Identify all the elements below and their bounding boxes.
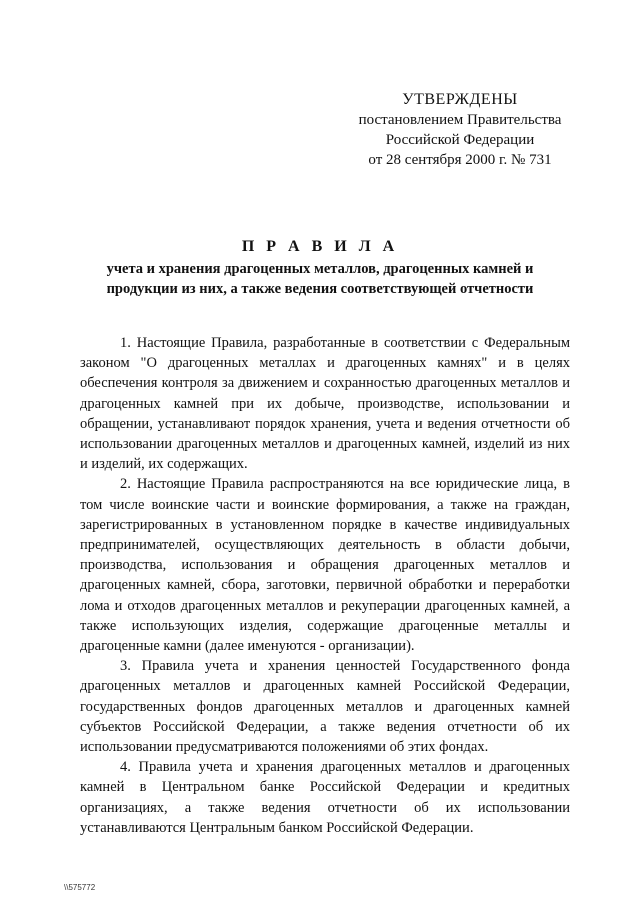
paragraph-2: 2. Настоящие Правила распространяются на все юридические лица, в том числе воинские части и воинские формирования, а также на граждан, зарегистрированных в установленном порядке в качестве индивидуальных предпринимателей, осуществляющих деятельность в области добычи, производства, использования и обращения драгоценных металлов и драгоценных камней, сбора, заготовки, первичной обработки и переработки лома и отходов драгоценных металлов и рекуперации драгоценных камней, а также использующих изделия, содержащие драгоценные металлы и драгоценные камни (далее именуются - организации).	[80, 476, 570, 655]
approval-line-1: постановлением Правительства	[358, 112, 562, 128]
title-subtitle-2: продукции из них, а также ведения соответствующей отчетности	[106, 281, 534, 297]
document-code: \\575772	[64, 883, 96, 892]
approval-heading: УТВЕРЖДЕНЫ	[402, 91, 518, 108]
document-title	[60, 236, 580, 299]
approval-line-2: Российской Федерации	[385, 132, 535, 148]
document-body	[80, 333, 570, 838]
paragraph-4: 4. Правила учета и хранения драгоценных металлов и драгоценных камней в Центральном банке Российской Федерации и кредитных организациях, а также ведения отчетности об их использовании устанавливаются Центральным банком Российской Федерации.	[80, 759, 570, 836]
paragraph-1: 1. Настоящие Правила, разработанные в соответствии с Федеральным законом "О драгоценных металлах и драгоценных камнях" и в целях обеспечения контроля за движением и сохранностью драгоценных металлов и драгоценных камней при их добыче, производстве, использовании и обращении, устанавливают порядок хранения, учета и ведения отчетности об использовании драгоценных металлов и драгоценных камней, изделий из них и изделий, их содержащих.	[80, 335, 570, 473]
title-subtitle-1: учета и хранения драгоценных металлов, драгоценных камней и	[106, 261, 534, 277]
title-main: П Р А В И Л А	[241, 238, 399, 255]
approval-line-3: от 28 сентября 2000 г. № 731	[368, 152, 552, 168]
approval-stamp	[350, 90, 570, 170]
paragraph-3: 3. Правила учета и хранения ценностей Государственного фонда драгоценных металлов и драгоценных камней Российской Федерации, государственных фондов драгоценных металлов и драгоценных камней субъектов Российской Федерации, а также ведения отчетности об их использовании предусматриваются положениями об этих фондах.	[80, 658, 570, 756]
